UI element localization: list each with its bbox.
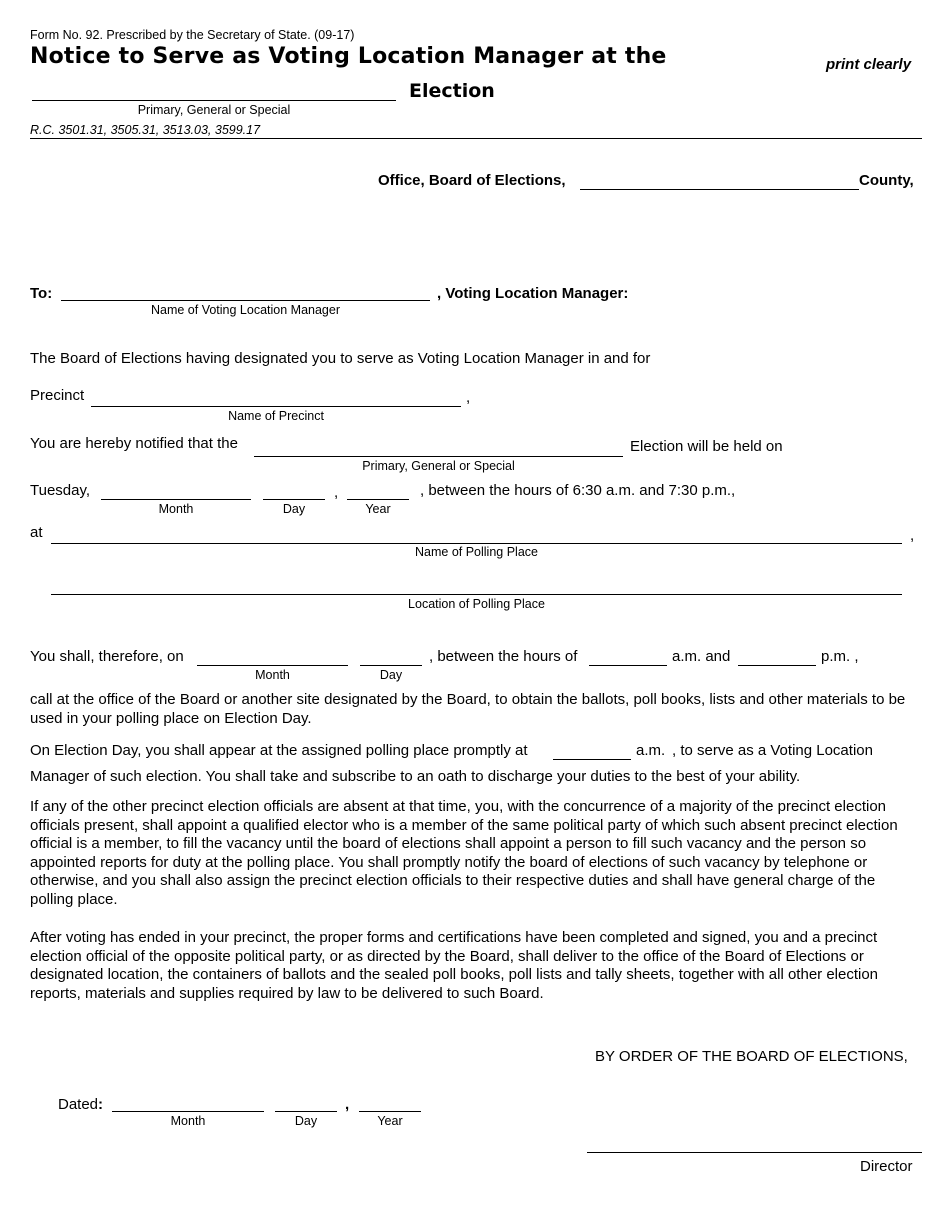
election-month-field[interactable] (101, 499, 251, 500)
manager-name-caption: Name of Voting Location Manager (150, 303, 340, 317)
statutes: R.C. 3501.31, 3505.31, 3513.03, 3599.17 (30, 123, 261, 137)
dated-colon: : (98, 1096, 104, 1113)
after-voting-paragraph: After voting has ended in your precinct, the proper forms and certifications have been completed and signed, you and a precinct election official of the opposite political party, or as directed by the Board, shall deliver to the office of the Board of Elections or designated location, the containers of ballots and the sealed poll books, poll lists and tally sheets, together with all other election reports, materials and supplies required by law to be delivered to such Board. (30, 929, 879, 1002)
election-type-caption: Primary, General or Special (137, 103, 291, 117)
pickup-day-caption: Day (379, 668, 403, 682)
tuesday-label: Tuesday, (30, 482, 91, 499)
election-day-text: On Election Day, you shall appear at the assigned polling place promptly at (30, 742, 528, 759)
dated-year-caption: Year (377, 1114, 403, 1128)
pickup-text: You shall, therefore, on (30, 648, 184, 665)
at-label: at (30, 524, 43, 541)
pickup-paragraph: call at the office of the Board or another site designated by the Board, to obtain the ballots, poll books, lists and other materials to be used in your polling place on Election Day. (30, 691, 906, 727)
precinct-label: Precinct (30, 387, 85, 404)
pickup-day-field[interactable] (360, 665, 422, 666)
election-kind-field[interactable] (254, 456, 623, 457)
election-day-caption: Day (282, 502, 306, 516)
pickup-am-and: a.m. and (672, 648, 731, 665)
election-day-field[interactable] (263, 499, 325, 500)
county-field[interactable] (580, 189, 859, 190)
form-title: Notice to Serve as Voting Location Manager at the (30, 44, 667, 69)
election-day-serve-text: , to serve as a Voting Location (672, 742, 873, 759)
print-clearly-note: print clearly (826, 56, 912, 73)
designation-text: The Board of Elections having designated you to serve as Voting Location Manager in and for (30, 350, 651, 367)
form-number: Form No. 92. Prescribed by the Secretary of State. (09-17) (30, 28, 355, 42)
pickup-month-field[interactable] (197, 665, 348, 666)
election-year-field[interactable] (347, 499, 409, 500)
pickup-end-time-field[interactable] (738, 665, 816, 666)
dated-label (58, 1096, 103, 1113)
dated-comma: , (345, 1096, 350, 1113)
election-hours-text: , between the hours of 6:30 a.m. and 7:30 p.m., (420, 482, 736, 499)
dated-month-field[interactable] (112, 1111, 264, 1112)
notified-text: You are hereby notified that the (30, 435, 238, 452)
election-year-caption: Year (365, 502, 391, 516)
election-month-caption: Month (158, 502, 194, 516)
pickup-between-text: , between the hours of (429, 648, 578, 665)
election-day-am: a.m. (636, 742, 666, 759)
pickup-month-caption: Month (255, 668, 290, 682)
director-signature-field[interactable] (587, 1152, 922, 1153)
polling-place-location-field[interactable] (51, 594, 902, 595)
voting-location-manager-label: , Voting Location Manager: (437, 285, 629, 302)
director-label: Director (860, 1158, 913, 1175)
precinct-caption: Name of Precinct (228, 409, 324, 423)
polling-place-name-caption: Name of Polling Place (415, 545, 538, 559)
absent-officials-paragraph: If any of the other precinct election officials are absent at that time, you, with the concurrence of a majority of the precinct election officials present, shall appoint a qualified elector who is a member of the same political party of which such absent precinct election official is a member, to fill the vacancy until the board of elections shall appoint a person to fill such vacancy and the person so appointed reports for duty at the polling place. You shall promptly notify the board of elections of such vacancy by telephone or otherwise, and you shall also assign the precinct election officials to their respective duties and shall have general charge of the polling place. (30, 798, 898, 908)
pickup-pm: p.m. , (821, 648, 859, 665)
election-kind-caption: Primary, General or Special (362, 459, 515, 473)
dated-month-caption: Month (170, 1114, 206, 1128)
election-day-time-field[interactable] (553, 759, 631, 760)
header-divider (30, 138, 922, 139)
to-label: To: (30, 285, 53, 302)
oath-text: Manager of such election. You shall take and subscribe to an oath to discharge your duties to the best of your ability. (30, 768, 801, 785)
election-type-field[interactable] (32, 100, 396, 101)
polling-place-location-caption: Location of Polling Place (408, 597, 545, 611)
by-order-text: BY ORDER OF THE BOARD OF ELECTIONS, (595, 1048, 908, 1065)
dated-year-field[interactable] (359, 1111, 421, 1112)
precinct-comma: , (466, 389, 471, 406)
manager-name-field[interactable] (61, 300, 430, 301)
office-label: Office, Board of Elections, (378, 172, 566, 189)
county-label: County, (859, 172, 914, 189)
date-comma: , (334, 484, 339, 501)
election-held-text: Election will be held on (630, 438, 783, 455)
dated-text: Dated (58, 1096, 99, 1113)
form-title-election: Election (409, 80, 495, 102)
polling-place-comma: , (910, 527, 915, 544)
dated-day-field[interactable] (275, 1111, 337, 1112)
pickup-start-time-field[interactable] (589, 665, 667, 666)
polling-place-name-field[interactable] (51, 543, 902, 544)
precinct-field[interactable] (91, 406, 461, 407)
dated-day-caption: Day (294, 1114, 318, 1128)
